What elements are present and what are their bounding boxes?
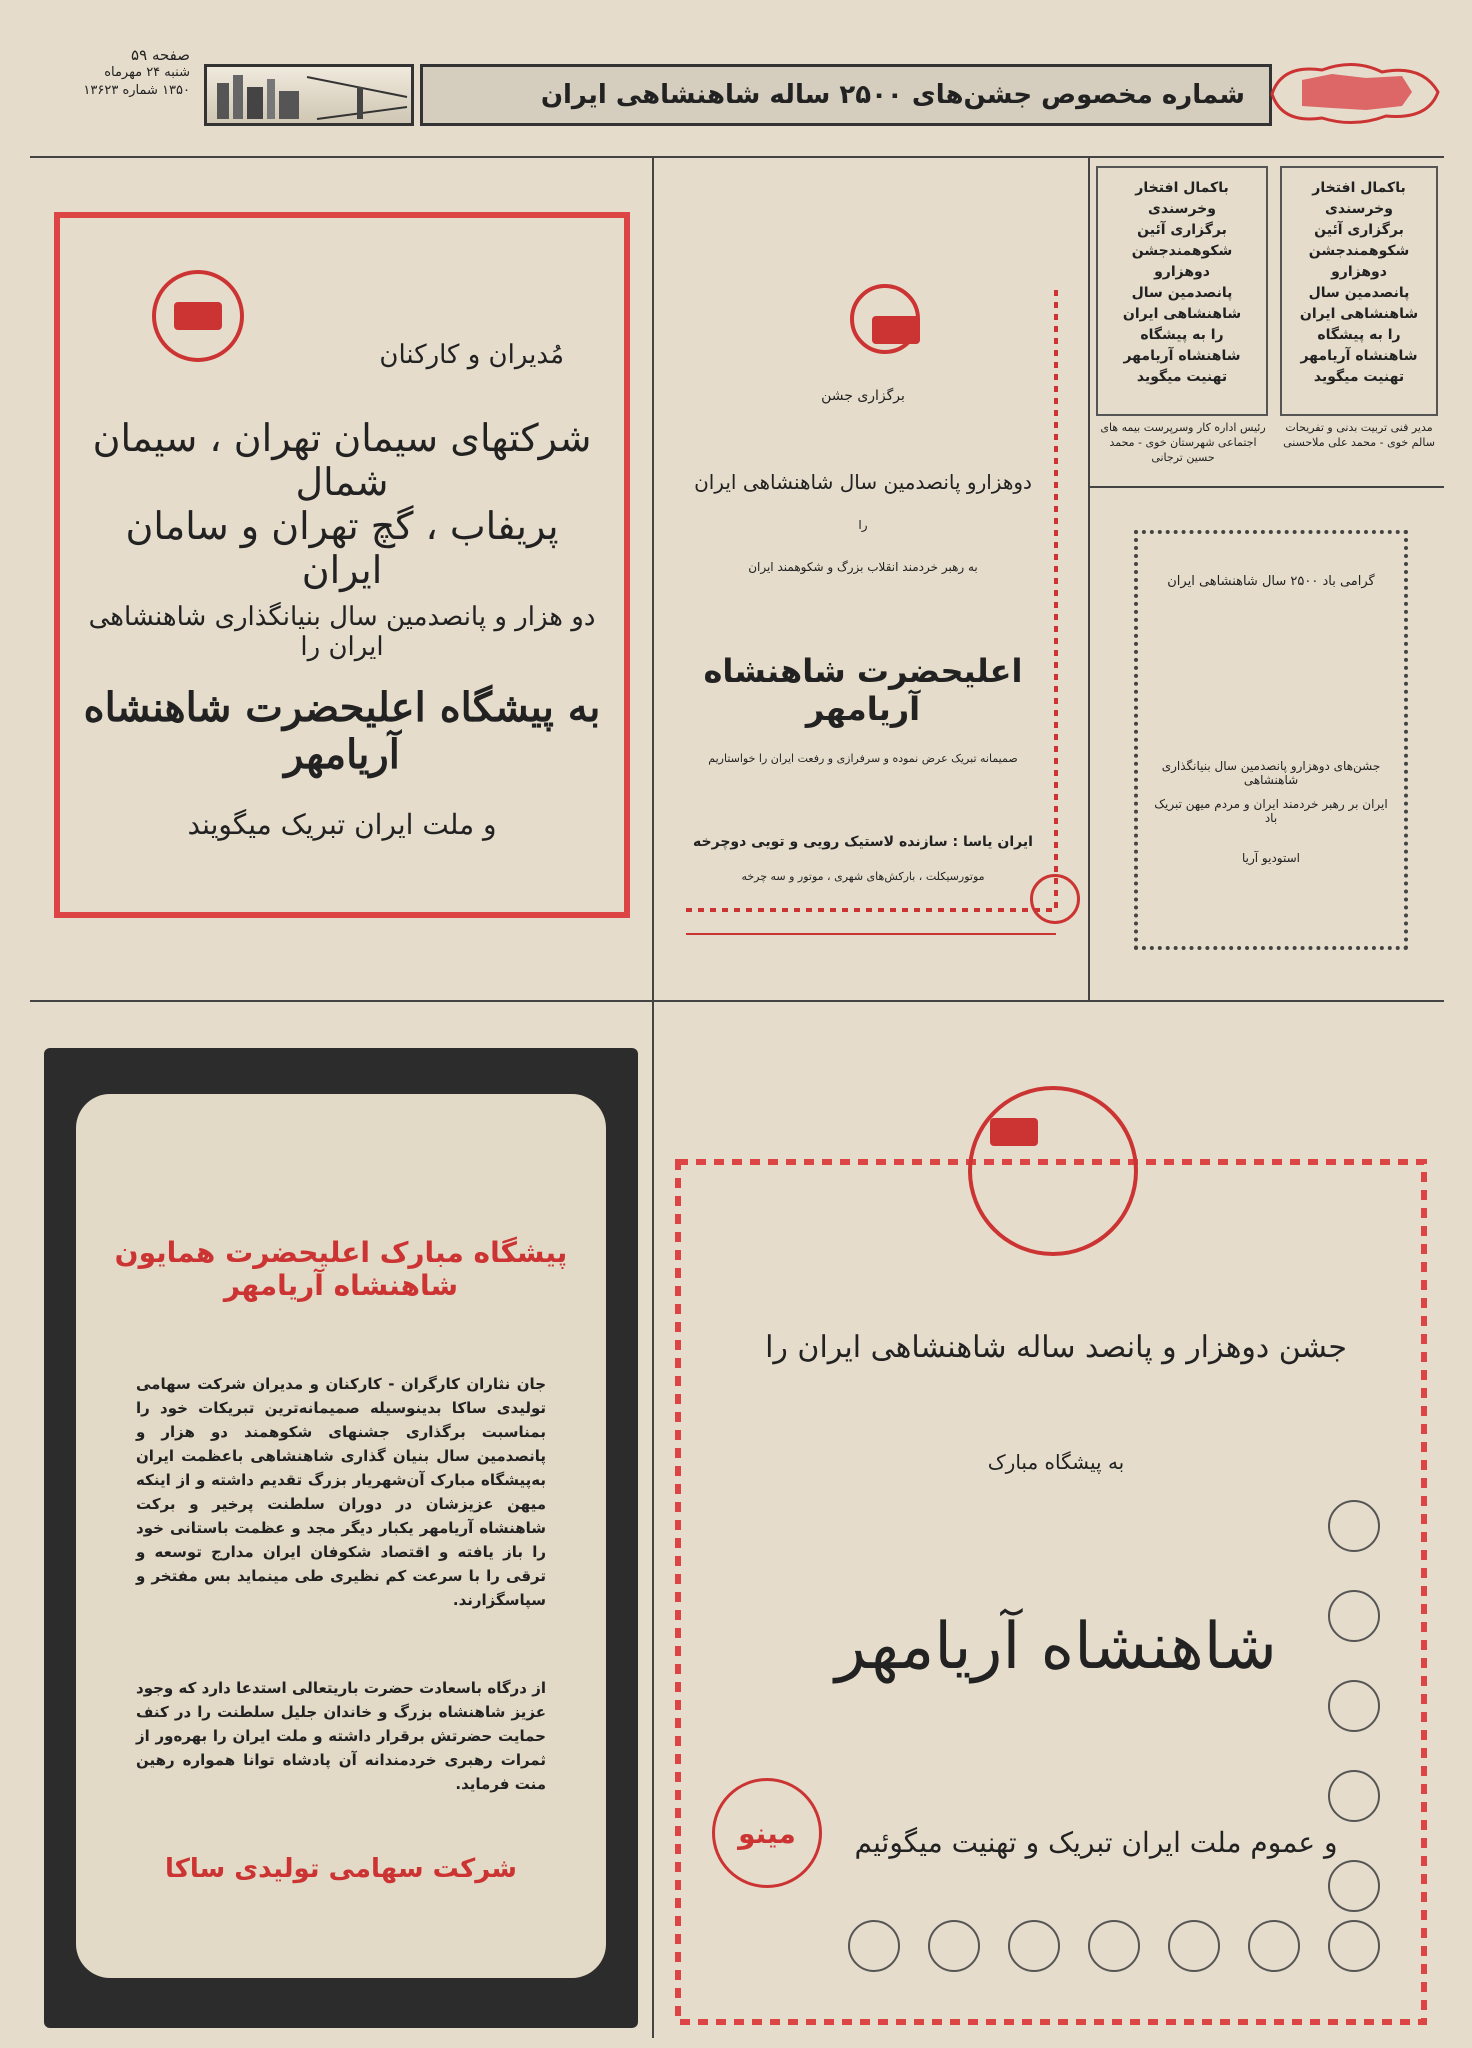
ad-saka-paragraph-2: از درگاه باسعادت حضرت باریتعالی استدعا دارد که وجود عزیز شاهنشاه بزرگ و خاندان جلیل سلطنت را در کنف حمایت حضرتش برقرار داشته و ملت ایران را بهره‌ور از ثمرات رهبری خردمندانه آن پادشاه توانا همواره رهین منت فرماید.	[136, 1679, 546, 1793]
small-ad-rule	[1090, 486, 1444, 488]
ad-studio-line-1: گرامی باد ۲۵۰۰ سال شاهنشاهی ایران	[1167, 574, 1375, 589]
ad-yasa-line-3: را	[858, 518, 868, 532]
ad-studio-signature: استودیو آریا	[1241, 851, 1301, 865]
issue-date: شنبه ۲۴ مهرماه	[104, 65, 190, 80]
meno-brand-label: مینو	[738, 1816, 796, 1850]
ad-meno-line-4: و عموم ملت ایران تبریک و تهنیت میگوئیم	[854, 1826, 1338, 1859]
ad-saka-title: پیشگاه مبارک اعلیحضرت همایون شاهنشاه آریامهر	[114, 1236, 568, 1302]
skyline-icon	[207, 67, 411, 123]
meno-rosette-icon	[848, 1920, 900, 1972]
line: باکمال افتخار	[1135, 180, 1229, 196]
line: پانصدمین سال	[1131, 285, 1233, 301]
ad-yasa-line-6: صمیمانه تبریک عرض نموده و سرفرازی و رفعت ایران را خواستاریم	[708, 752, 1018, 765]
ad-cement-line-4: دو هزار و پانصدمین سال بنیانگذاری شاهنشاهی ایران را	[88, 602, 596, 662]
meno-rosette-icon	[1328, 1860, 1380, 1912]
center-column-rule	[652, 158, 654, 2038]
meno-rosette-icon	[1168, 1920, 1220, 1972]
page-number: صفحه ۵۹	[131, 46, 190, 64]
meno-rosette-icon	[1248, 1920, 1300, 1972]
crown-seal-icon	[850, 284, 920, 354]
ad-small-labour-signature: رئیس اداره کار وسرپرست بیمه های اجتماعی شهرستان خوی - محمد حسین ترجانی	[1100, 421, 1266, 464]
ad-studio-arya	[1134, 530, 1408, 950]
ettelaat-logo-icon	[1262, 58, 1446, 130]
issue-number: ۱۳۵۰ شماره ۱۳۶۲۳	[83, 83, 190, 98]
ad-studio-line-3: ایران بر رهبر خردمند ایران و مردم میهن تبریک باد	[1154, 797, 1388, 825]
line: شاهنشاه آریامهر	[1123, 348, 1241, 364]
crown-seal-icon	[152, 270, 244, 362]
ad-cement-line-6: و ملت ایران تبریک میگویند	[187, 808, 497, 841]
line: دوهزارو	[1331, 264, 1387, 280]
meno-rosette-icon	[1328, 1770, 1380, 1822]
line: باکمال افتخار	[1312, 180, 1406, 196]
meno-rosette-icon	[1088, 1920, 1140, 1972]
line: شکوهمندجشن	[1308, 243, 1410, 259]
ad-cement-line-3: پریفاب ، گچ تهران و سامان ایران	[125, 504, 559, 592]
line: تهنیت میگوید	[1136, 369, 1228, 385]
line: برگزاری آئین	[1314, 222, 1404, 238]
line: پانصدمین سال	[1308, 285, 1410, 301]
meno-rosette-icon	[1328, 1590, 1380, 1642]
meno-rosette-icon	[1328, 1680, 1380, 1732]
ad-yasa-line-8: موتورسیکلت ، بارکش‌های شهری ، موتور و سه چرخه	[741, 870, 985, 883]
ad-yasa-line-7: ایران یاسا : سازنده لاستیک رویی و تویی دوچرخه	[693, 834, 1033, 850]
ad-cement-line-2: شرکتهای سیمان تهران ، سیمان شمال	[92, 416, 592, 504]
top-rule	[30, 156, 1444, 158]
ad-cement-companies	[54, 212, 630, 918]
ad-saka-panel	[76, 1094, 606, 1978]
ad-meno-line-1: جشن دوهزار و پانصد ساله شاهنشاهی ایران را	[765, 1330, 1347, 1365]
line: شاهنشاهی ایران	[1299, 306, 1419, 322]
newspaper-logo	[1262, 58, 1446, 130]
skyline-illustration	[204, 64, 414, 126]
ad-small-labour	[1096, 166, 1268, 416]
ad-saka-signature: شرکت سهامی تولیدی ساکا	[165, 1854, 517, 1884]
ad-meno-line-3: شاهنشاه آریامهر	[835, 1610, 1277, 1684]
line: شکوهمندجشن	[1131, 243, 1233, 259]
meno-rosette-icon	[1008, 1920, 1060, 1972]
header-title-bar	[420, 64, 1272, 126]
line: شاهنشاهی ایران	[1122, 306, 1242, 322]
ad-studio-line-2: جشن‌های دوهزارو پانصدمین سال بنیانگذاری شاهنشاهی	[1161, 759, 1381, 787]
ad-yasa-line-4: به رهبر خردمند انقلاب بزرگ و شکوهمند ایران	[748, 560, 978, 574]
ad-yasa-line-5: اعلیحضرت شاهنشاه آریامهر	[703, 652, 1023, 728]
ad-small-sports-signature: مدیر فنی تربیت بدنی و تفریحات سالم خوی - محمد علی ملاحسنی	[1283, 421, 1435, 449]
line: تهنیت میگوید	[1313, 369, 1405, 385]
line: را به پیشگاه	[1140, 327, 1224, 343]
line: شاهنشاه آریامهر	[1300, 348, 1418, 364]
ad-iran-yasa	[676, 270, 1070, 946]
line: دوهزارو	[1154, 264, 1210, 280]
ad-small-sports	[1280, 166, 1438, 416]
header-meta	[40, 46, 190, 100]
ad-small-sports-lines	[1288, 178, 1430, 388]
ad-cement-line-1: مُدیران و کارکنان	[379, 340, 564, 370]
ad-yasa-line-1: برگزاری جشن	[821, 388, 905, 404]
ad-meno-line-2: به پیشگاه مبارک	[987, 1450, 1125, 1474]
ad-saka	[44, 1048, 638, 2028]
meno-rosette-icon	[928, 1920, 980, 1972]
line: وخرسندی	[1325, 201, 1393, 217]
ad-small-labour-lines	[1106, 178, 1258, 388]
page-title: شماره مخصوص جشن‌های ۲۵۰۰ ساله شاهنشاهی ایران	[540, 80, 1245, 110]
meno-rosette-icon	[1328, 1500, 1380, 1552]
ad-meno	[668, 1040, 1444, 2030]
crown-seal-icon	[968, 1086, 1138, 1256]
line: وخرسندی	[1148, 201, 1216, 217]
meno-brand-badge	[712, 1778, 822, 1888]
meno-rosette-icon	[1328, 1920, 1380, 1972]
mid-rule	[30, 1000, 1444, 1002]
line: را به پیشگاه	[1317, 327, 1401, 343]
yasa-badge-icon	[1030, 874, 1080, 924]
right-column-rule	[1088, 158, 1090, 1000]
line: برگزاری آئین	[1137, 222, 1227, 238]
ad-yasa-line-2: دوهزارو پانصدمین سال شاهنشاهی ایران	[694, 470, 1032, 494]
ad-saka-paragraph-1: جان نثاران کارگران - کارکنان و مدیران شرکت سهامی تولیدی ساکا بدینوسیله صمیمانه‌ترین تبریکات خود را بمناسبت برگذاری جشنهای شکوهمند دو هزار و پانصدمین سال بنیان گذاری شاهنشاهی باعظمت ایران به‌پیشگاه مبارک آن‌شهریار بزرگ تقدیم داشته و از اینکه میهن عزیزشان در دوران سلطنت پرخیر و برکت شاهنشاه آریامهر یکبار دیگر مجد و عظمت باستانی خود را باز یافته و اقتصاد شکوفان ایران مدارج توسعه و ترقی را با سرعت کم نظیری طی مینماید بس مفتخر و سپاسگزارند.	[136, 1375, 546, 1609]
ad-cement-line-5: به پیشگاه اعلیحضرت شاهنشاه آریامهر	[83, 684, 601, 778]
